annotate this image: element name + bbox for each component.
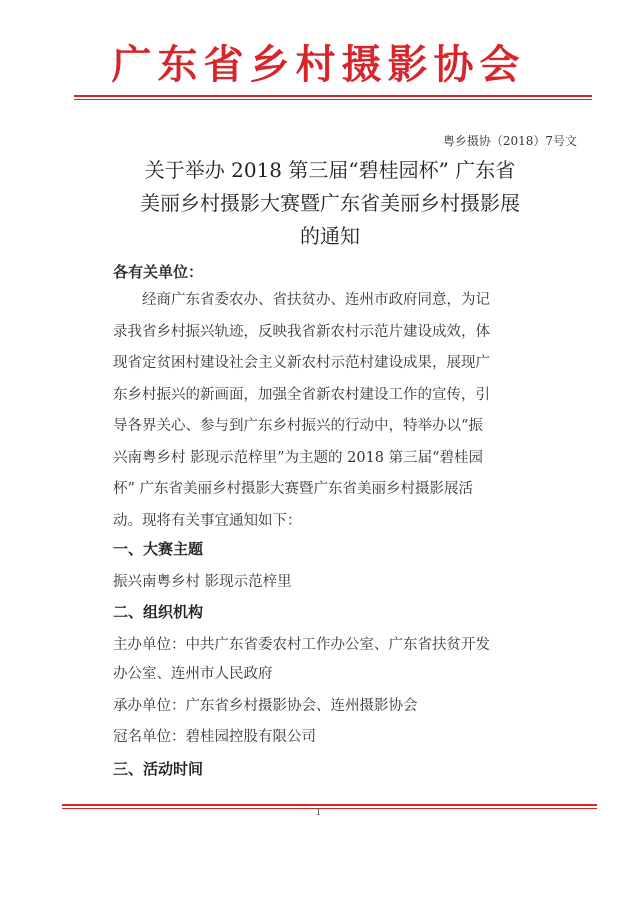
sponsor-line: 冠名单位：碧桂园控股有限公司 (113, 729, 316, 745)
undertaker-line: 承办单位：广东省乡村摄影协会、连州摄影协会 (113, 698, 418, 714)
letterhead-rule-bottom (74, 99, 592, 100)
paragraph-line: 杯” 广东省美丽乡村摄影大赛暨广东省美丽乡村摄影展活 (113, 481, 474, 497)
paragraph-line: 动。现将有关事宜通知如下： (113, 512, 302, 529)
organizer-line: 主办单位：中共广东省委农村工作办公室、广东省扶贫开发 (113, 637, 490, 653)
paragraph-line: 东乡村振兴的新画面，加强全省新农村建设工作的宣传，引 (113, 386, 490, 403)
paragraph-line: 导各界关心、参与到广东乡村振兴的行动中，特举办以“振 (113, 418, 483, 434)
document-number: 粤乡摄协（2018）7号文 (442, 134, 577, 148)
page-number: 1 (315, 808, 322, 818)
paragraph-line: 录我省乡村振兴轨迹，反映我省新农村示范片建设成效，体 (113, 323, 490, 340)
letterhead-rule-top (74, 95, 592, 97)
title-line: 关于举办 2018 第三届“碧桂园杯” 广东省 (144, 158, 516, 182)
salutation: 各有关单位： (113, 263, 204, 281)
paragraph-line: 现省定贫困村建设社会主义新农村示范村建设成果，展现广 (113, 355, 490, 371)
section-heading-theme: 一、大赛主题 (113, 540, 204, 558)
intro-paragraph (113, 285, 583, 537)
section-heading-organization: 二、组织机构 (113, 603, 204, 621)
paragraph-line: 兴南粤乡村 影现示范梓里”为主题的 2018 第三届“碧桂园 (113, 449, 484, 466)
letterhead-title: 广东省乡村摄影协会 (111, 41, 526, 88)
document-title (90, 154, 570, 253)
organizer-line: 办公室、连州市人民政府 (113, 666, 273, 682)
title-line: 美丽乡村摄影大赛暨广东省美丽乡村摄影展 (140, 191, 520, 215)
footer-rule-top (62, 804, 597, 806)
title-line: 的通知 (300, 224, 360, 248)
theme-text: 振兴南粤乡村 影现示范梓里 (113, 574, 292, 590)
paragraph-line: 经商广东省委农办、省扶贫办、连州市政府同意，为记 (142, 292, 490, 308)
section-heading-schedule: 三、活动时间 (113, 760, 204, 778)
